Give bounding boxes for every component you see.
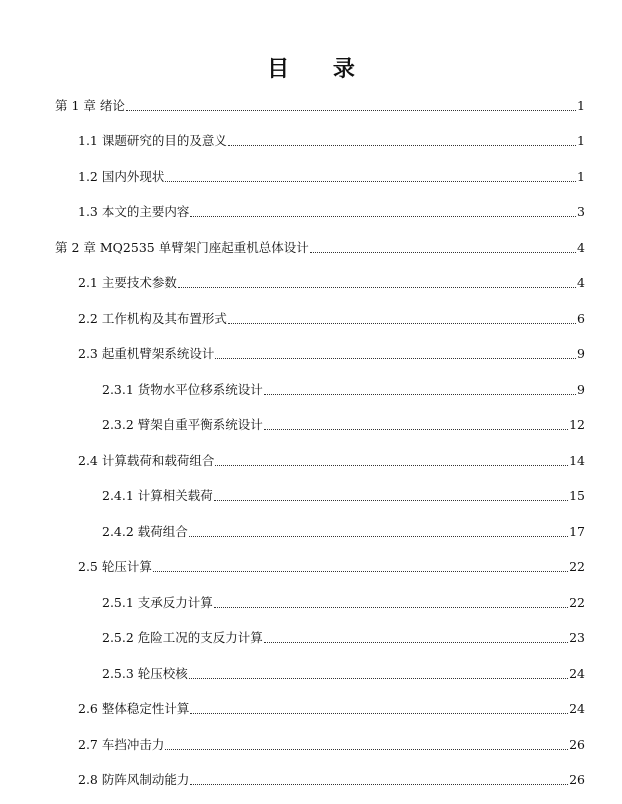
- toc-entry-page-number: 1: [577, 133, 585, 148]
- toc-entry[interactable]: [0, 335, 622, 371]
- toc-entry-text: 1.2 国内外现状: [78, 168, 165, 184]
- toc-entry-page-number: 26: [569, 772, 585, 787]
- dot-leader: [214, 499, 568, 501]
- toc-entry-text: 2.3.1 货物水平位移系统设计: [102, 381, 263, 397]
- toc-entry-text: 2.3 起重机臂架系统设计: [78, 346, 215, 361]
- toc-entry[interactable]: [0, 193, 622, 229]
- toc-entry[interactable]: [0, 548, 622, 584]
- toc-title: 目 录: [267, 57, 373, 82]
- toc-entry[interactable]: [0, 761, 622, 797]
- toc-entry-row: [78, 737, 585, 753]
- toc-entry[interactable]: [0, 122, 622, 158]
- toc-entry-page-number: 22: [569, 594, 585, 610]
- toc-entry-text: 2.7 车挡冲击力: [78, 736, 165, 752]
- toc-entry-page-number: 9: [577, 381, 585, 397]
- toc-entry-row: [78, 346, 585, 362]
- dot-leader: [264, 428, 568, 430]
- toc-list: [0, 86, 622, 796]
- toc-entry-row: [102, 595, 585, 611]
- toc-entry-row: [102, 630, 585, 646]
- dot-leader: [214, 606, 568, 608]
- dot-leader: [215, 357, 576, 359]
- toc-entry[interactable]: [0, 157, 622, 193]
- dot-leader: [190, 783, 568, 785]
- toc-entry-row: [78, 559, 585, 575]
- toc-entry-text: 2.4.1 计算相关载荷: [102, 488, 213, 503]
- toc-entry-row: [55, 98, 585, 114]
- toc-entry-row: [102, 488, 585, 504]
- toc-entry[interactable]: [0, 441, 622, 477]
- toc-entry-row: [78, 275, 585, 291]
- toc-entry-text: 2.4.2 载荷组合: [102, 523, 188, 539]
- toc-entry-page-number: 23: [569, 630, 585, 645]
- toc-entry-row: [78, 133, 585, 149]
- toc-entry-text: 2.4 计算载荷和载荷组合: [78, 452, 215, 468]
- toc-entry-text: 1.1 课题研究的目的及意义: [78, 133, 227, 148]
- dot-leader: [126, 109, 576, 111]
- toc-entry-page-number: 24: [569, 701, 585, 716]
- dot-leader: [165, 180, 576, 182]
- dot-leader: [189, 677, 568, 679]
- dot-leader: [189, 535, 568, 537]
- toc-entry-page-number: 3: [577, 204, 585, 219]
- toc-entry-page-number: 4: [577, 275, 585, 290]
- toc-entry-page-number: 9: [577, 346, 585, 361]
- toc-entry-row: [78, 453, 585, 469]
- toc-entry[interactable]: [0, 228, 622, 264]
- toc-entry-text: 2.5.2 危险工况的支反力计算: [102, 630, 263, 645]
- toc-entry-row: [102, 382, 585, 398]
- toc-entry[interactable]: [0, 583, 622, 619]
- toc-entry-row: [102, 417, 585, 433]
- toc-entry-row: [78, 701, 585, 717]
- toc-entry[interactable]: [0, 619, 622, 655]
- dot-leader: [264, 393, 576, 395]
- dot-leader: [178, 286, 576, 288]
- toc-entry-text: 2.2 工作机构及其布置形式: [78, 310, 227, 326]
- toc-entry-row: [102, 666, 585, 682]
- toc-entry-text: 2.3.2 臂架自重平衡系统设计: [102, 417, 263, 432]
- toc-entry[interactable]: [0, 370, 622, 406]
- toc-entry-page-number: 12: [569, 417, 585, 432]
- dot-leader: [153, 570, 568, 572]
- toc-entry[interactable]: [0, 725, 622, 761]
- dot-leader: [215, 464, 568, 466]
- toc-entry-text: 2.5.3 轮压校核: [102, 665, 188, 681]
- toc-entry-page-number: 4: [577, 239, 585, 255]
- toc-entry-text: 第 1 章 绪论: [55, 97, 125, 113]
- toc-entry-page-number: 1: [577, 168, 585, 184]
- dot-leader: [190, 712, 568, 714]
- toc-entry-page-number: 22: [569, 559, 585, 574]
- toc-entry-text: 2.5 轮压计算: [78, 559, 152, 574]
- toc-entry[interactable]: [0, 406, 622, 442]
- toc-entry-row: [55, 240, 585, 256]
- toc-entry-page-number: 24: [569, 665, 585, 681]
- toc-entry-page-number: 26: [569, 736, 585, 752]
- toc-entry-row: [78, 311, 585, 327]
- toc-entry-text: 2.1 主要技术参数: [78, 275, 177, 290]
- toc-entry-text: 2.5.1 支承反力计算: [102, 594, 213, 610]
- toc-entry-row: [78, 772, 585, 788]
- dot-leader: [190, 215, 576, 217]
- toc-entry-row: [78, 169, 585, 185]
- toc-entry-page-number: 1: [577, 97, 585, 113]
- toc-entry-text: 2.6 整体稳定性计算: [78, 701, 190, 716]
- toc-entry-row: [78, 204, 585, 220]
- toc-entry-text: 2.8 防阵风制动能力: [78, 772, 190, 787]
- toc-entry[interactable]: [0, 512, 622, 548]
- dot-leader: [310, 251, 576, 253]
- toc-entry-page-number: 15: [569, 488, 585, 503]
- toc-entry-page-number: 17: [569, 523, 585, 539]
- toc-entry[interactable]: [0, 654, 622, 690]
- toc-entry[interactable]: [0, 299, 622, 335]
- dot-leader: [165, 748, 568, 750]
- toc-entry[interactable]: [0, 690, 622, 726]
- toc-entry-text: 1.3 本文的主要内容: [78, 204, 190, 219]
- toc-entry-text: 第 2 章 MQ2535 单臂架门座起重机总体设计: [55, 239, 309, 255]
- dot-leader: [264, 641, 568, 643]
- dot-leader: [228, 322, 576, 324]
- toc-entry[interactable]: [0, 86, 622, 122]
- toc-entry-page-number: 14: [569, 452, 585, 468]
- toc-entry-row: [102, 524, 585, 540]
- toc-entry[interactable]: [0, 264, 622, 300]
- toc-entry-page-number: 6: [577, 310, 585, 326]
- dot-leader: [228, 144, 576, 146]
- toc-entry[interactable]: [0, 477, 622, 513]
